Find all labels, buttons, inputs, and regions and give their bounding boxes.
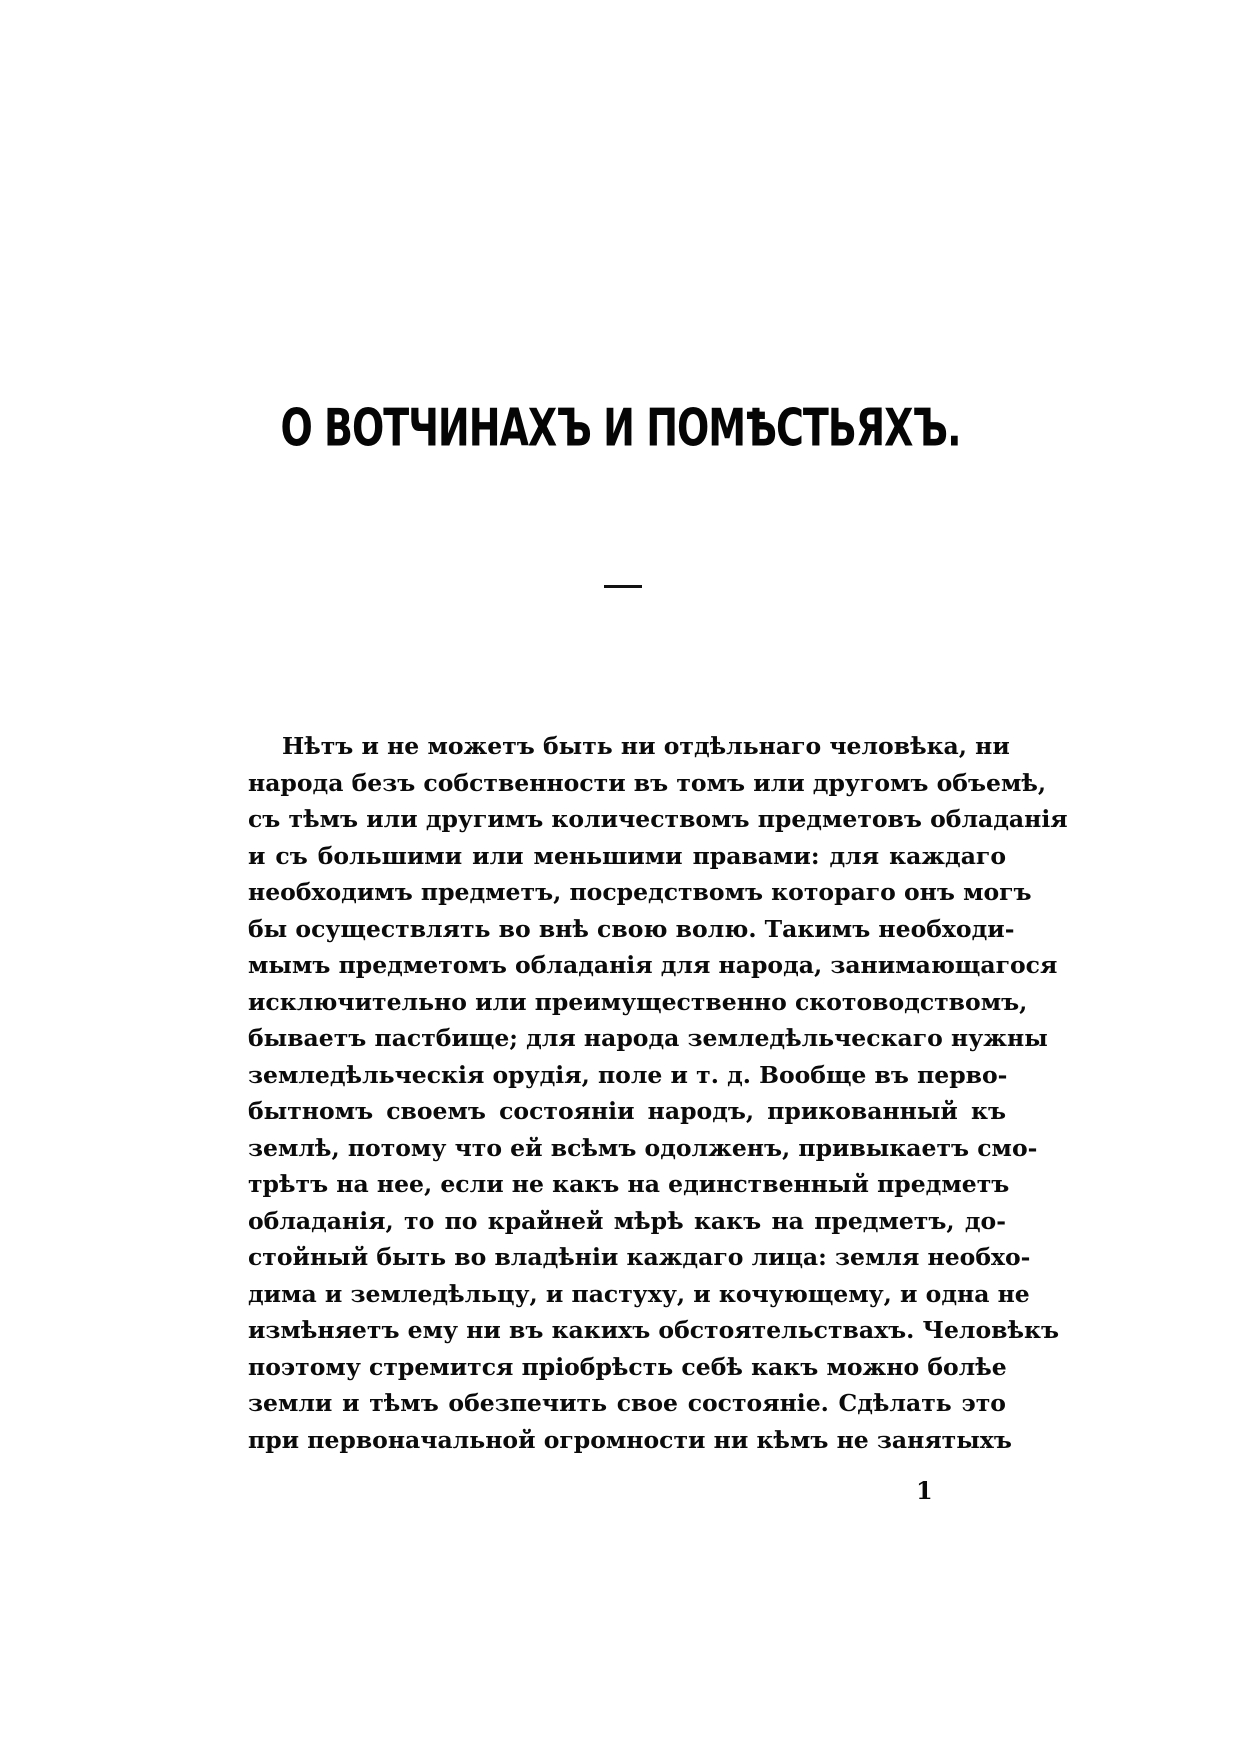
text-line: исключительно или преимущественно скотоводствомъ, — [248, 987, 1028, 1016]
text-line: мымъ предметомъ обладанія для народа, занимающагося — [248, 951, 1058, 979]
text-line: и съ большими или меньшими правами: для каждаго — [248, 841, 1006, 870]
text-line: земледѣльческія орудія, поле и т. д. Вообще въ перво- — [248, 1060, 1008, 1089]
page-number: 1 — [916, 1476, 933, 1505]
text-line: земли и тѣмъ обезпечить свое состояніе. Сдѣлать это — [248, 1389, 1006, 1417]
text-line: народа безъ собственности въ томъ или другомъ объемѣ, — [248, 768, 1047, 797]
body-paragraph — [248, 728, 1068, 1458]
text-line: измѣняетъ ему ни въ какихъ обстоятельствахъ. Человѣкъ — [248, 1316, 1060, 1344]
text-line: Нѣтъ и не можетъ быть ни отдѣльнаго человѣка, ни — [282, 732, 1010, 760]
text-line: стойный быть во владѣніи каждаго лица: земля необхо- — [248, 1243, 1031, 1271]
text-line: землѣ, потому что ей всѣмъ одолженъ, привыкаетъ смо- — [248, 1133, 1038, 1162]
title-divider — [604, 585, 642, 588]
text-line: поэтому стремится пріобрѣсть себѣ какъ можно болѣе — [248, 1352, 1007, 1381]
chapter-title: О ВОТЧИНАХЪ И ПОМѢСТЬЯХЪ. — [280, 398, 961, 458]
text-line: дима и земледѣльцу, и пастуху, и кочующему, и одна не — [248, 1279, 1030, 1308]
text-line: трѣтъ на нее, если не какъ на единственный предметъ — [248, 1170, 1010, 1198]
text-line: при первоначальной огромности ни кѣмъ не занятыхъ — [248, 1425, 1012, 1454]
text-line: бы осуществлять во внѣ свою волю. Такимъ необходи- — [248, 914, 1015, 943]
text-line: обладанія, то по крайней мѣрѣ какъ на предметъ, до- — [248, 1206, 1006, 1235]
text-line: съ тѣмъ или другимъ количествомъ предметовъ обладанія — [248, 805, 1068, 833]
text-line: необходимъ предметъ, посредствомъ котораго онъ могъ — [248, 878, 1032, 906]
text-line: бываетъ пастбище; для народа земледѣльческаго нужны — [248, 1024, 1048, 1052]
text-line: бытномъ своемъ состояніи народъ, прикованный къ — [248, 1097, 1006, 1125]
